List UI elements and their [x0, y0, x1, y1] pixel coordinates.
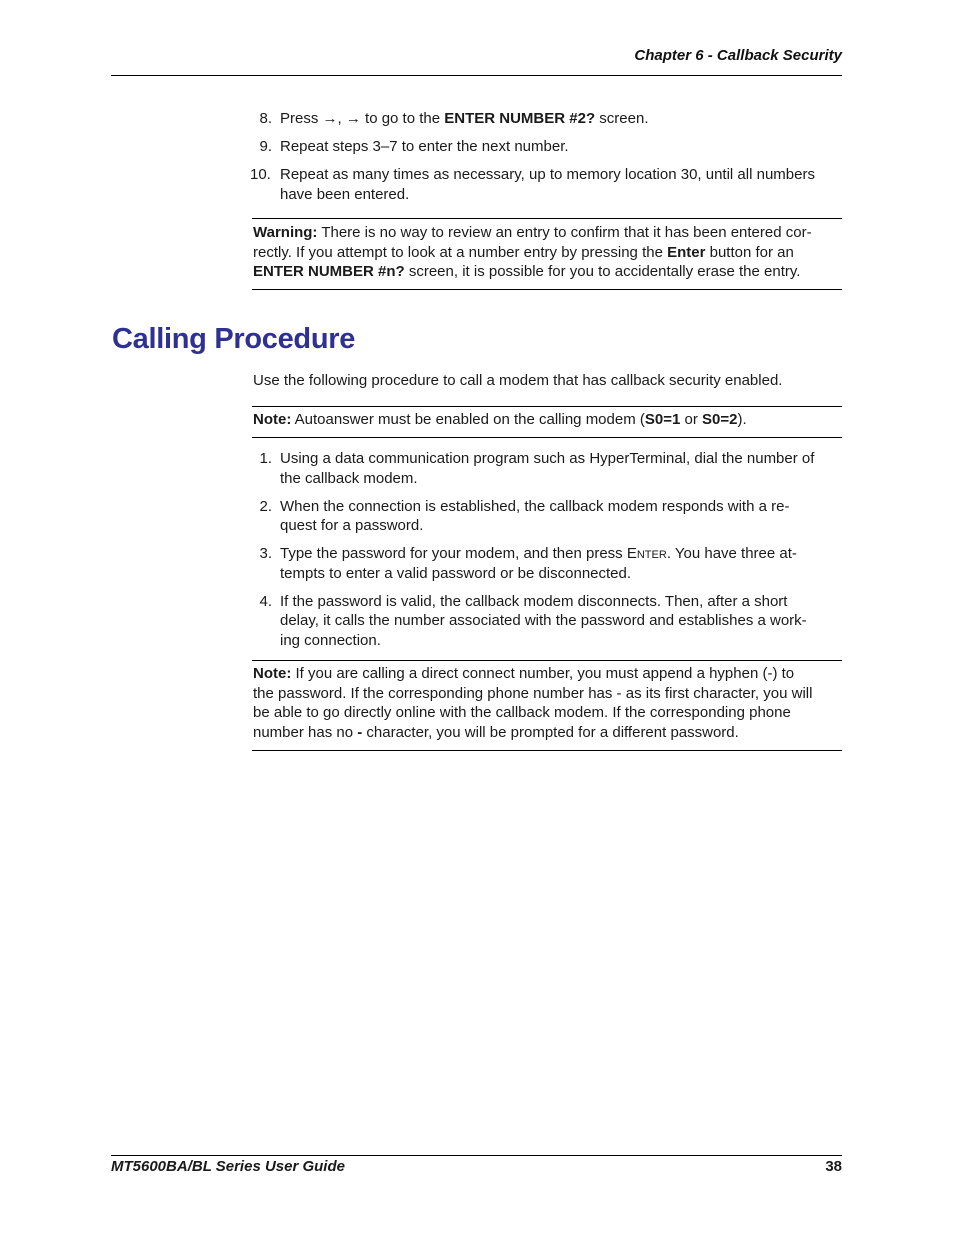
warning-text: rectly. If you attempt to look at a number entry by pressing the: [253, 243, 668, 261]
step-text: Using a data communication program such as HyperTerminal, dial the number of: [280, 450, 815, 467]
note-text: be able to go directly online with the callback modem. If the corresponding phone: [253, 704, 791, 721]
step-text: Repeat steps 3–7 to enter the next number.: [280, 138, 569, 155]
step-number: 8.: [259, 110, 272, 127]
list-item: [252, 165, 842, 204]
register-setting: S0=1: [644, 411, 681, 428]
step-number: 4.: [259, 592, 272, 610]
step-text: Type the password for your modem, and then press: [280, 545, 627, 562]
list-item: [252, 449, 842, 488]
step-number: 1.: [259, 450, 272, 467]
step-text: quest for a password.: [280, 517, 424, 534]
note-text: or: [680, 411, 703, 428]
step-text: screen.: [595, 110, 649, 127]
warning-label: Warning:: [253, 224, 318, 241]
list-item: [252, 137, 842, 157]
footer-rule: [111, 1155, 842, 1156]
note-label: Note:: [253, 665, 292, 682]
note2-bottom-rule: [252, 750, 842, 751]
key-name: Enter: [626, 545, 667, 562]
step-text: Repeat as many times as necessary, up to memory location 30, until all numbers: [280, 166, 815, 183]
warning-bottom-rule: [252, 289, 842, 290]
step-text: ing connection.: [280, 631, 381, 649]
step-text: delay, it calls the number associated with the password and establishes a work-: [280, 612, 807, 629]
guide-title: MT5600BA/BL Series User Guide: [111, 1158, 345, 1175]
key-name: Enter: [667, 243, 706, 261]
step-text: have been entered.: [280, 185, 410, 203]
step-number: 2.: [259, 497, 272, 515]
section-intro: Use the following procedure to call a modem that has callback security enabled.: [253, 372, 783, 389]
step-number: 3.: [259, 545, 272, 562]
step-text: to go to the: [360, 110, 445, 127]
note-text: character, you will be prompted for a different password.: [362, 723, 739, 741]
note-text: number has no: [253, 723, 358, 741]
note-top-rule: [252, 406, 842, 407]
note-box: [253, 410, 843, 430]
steps-list-bottom: [252, 449, 842, 650]
list-item: [252, 109, 842, 129]
note2-top-rule: [252, 660, 842, 661]
warning-top-rule: [252, 218, 842, 219]
step-text: Press: [280, 110, 323, 127]
list-item: [252, 497, 842, 536]
warning-text: button for an: [705, 243, 794, 261]
note-text: Autoanswer must be enabled on the calling modem (: [291, 411, 645, 428]
register-setting: S0=2: [702, 411, 738, 428]
note-text: ).: [737, 411, 747, 428]
note-text: the password. If the corresponding phone number has - as its first character, you will: [253, 684, 813, 702]
right-arrow-icon: →: [322, 110, 338, 127]
step-text: tempts to enter a valid password or be disconnected.: [280, 564, 632, 582]
section-heading: Calling Procedure: [112, 323, 356, 355]
note-text: If you are calling a direct connect number, you must append a hyphen (-) to: [291, 665, 795, 682]
screen-name: ENTER NUMBER #2?: [444, 110, 596, 127]
step-number: 9.: [259, 138, 272, 155]
step-text: ,: [337, 110, 346, 127]
step-number: 10.: [250, 166, 271, 183]
step-text: If the password is valid, the callback modem disconnects. Then, after a short: [280, 592, 788, 610]
note-label: Note:: [253, 411, 292, 428]
warning-box: [253, 223, 843, 282]
steps-list-top: [252, 109, 842, 204]
header-rule: [111, 75, 842, 76]
warning-text: There is no way to review an entry to confirm that it has been entered cor-: [317, 224, 812, 241]
list-item: [252, 592, 842, 651]
hyphen-character: -: [357, 723, 363, 741]
list-item: [252, 544, 842, 583]
step-text: When the connection is established, the callback modem responds with a re-: [280, 497, 790, 515]
note2-box: [253, 664, 843, 742]
right-arrow-icon: →: [345, 110, 361, 127]
step-text: the callback modem.: [280, 469, 418, 487]
warning-text: screen, it is possible for you to accidentally erase the entry.: [404, 263, 801, 280]
chapter-title: Chapter 6 - Callback Security: [634, 47, 842, 64]
note-bottom-rule: [252, 437, 842, 438]
screen-name: ENTER NUMBER #n?: [253, 263, 405, 280]
page-number: 38: [825, 1158, 842, 1175]
step-text: . You have three at-: [666, 545, 797, 562]
